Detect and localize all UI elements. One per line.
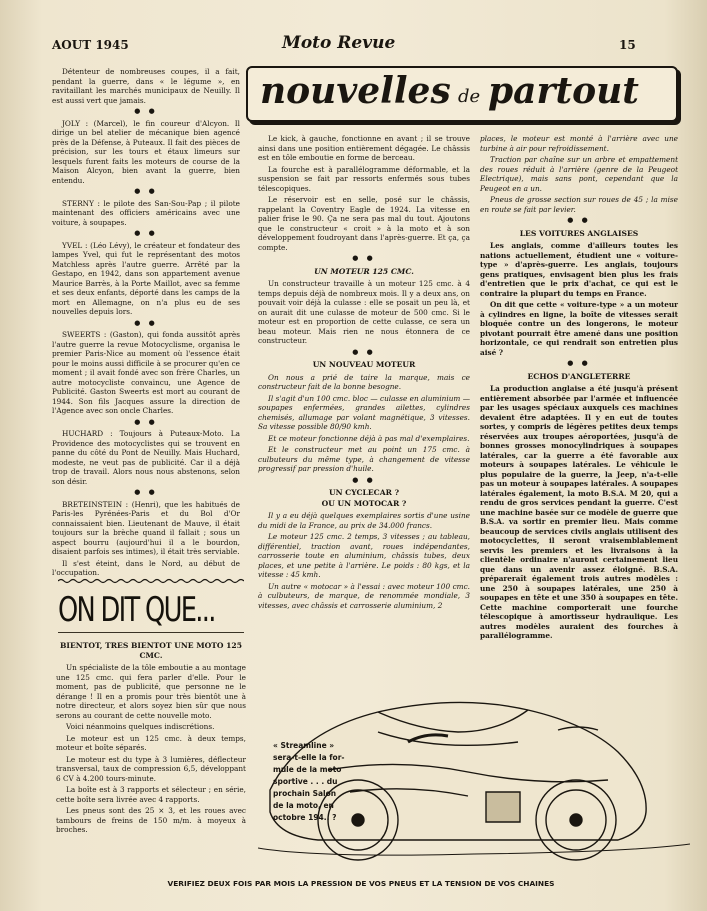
paragraph: Pneus de grosse section sur roues de 45 ; la mise en route se fait par levier. xyxy=(480,195,678,214)
paragraph: Il s'agit d'un 100 cmc. bloc — culasse en aluminium — soupapes enfermées, grandes ailettes, cylindres chemisés, allumage par volant magnétique, 3 vitesses. Sa vitesse possible 80/90 kmh. xyxy=(258,393,470,431)
column-cars xyxy=(480,134,678,643)
caption-line: de la moto, en xyxy=(273,801,334,810)
subheading: LES VOITURES ANGLAISES xyxy=(519,228,639,238)
paragraph: places, le moteur est monté à l'arrière avec une turbine à air pour refroidissement. xyxy=(480,134,678,153)
paragraph: Le kick, à gauche, fonctionne en avant ; il se trouve ainsi dans une position entièrement dégagée. Le châssis est en tôle emboutie en forme de berceau. xyxy=(258,134,470,162)
wavy-divider xyxy=(58,578,244,584)
paragraph: On nous a prié de taire la marque, mais ce constructeur fait de la bonne besogne. xyxy=(258,372,470,391)
separator: ● ● xyxy=(134,187,158,195)
paragraph: Le moteur 125 cmc. 2 temps, 3 vitesses ; au tableau, différentiel, traction avant, roues indépendantes, carrosserie toute en aluminium, châssis tubes, deux places, et une petite à l'arrière. Le poids : 80 kgs, et la vitesse : 45 kmh. xyxy=(258,532,470,579)
paragraph: HUCHARD : Toujours à Puteaux-Moto. La Providence des motocyclistes qui se trouvent en panne du côté du Pont de Neuilly. Mais Huchard, modeste, ne veut pas de publicité. Car il a déjà trop de travail. Alors nous nous abstenons, selon son désir. xyxy=(52,429,240,486)
paragraph: On dit que cette « voiture-type » a un moteur à cylindres en ligne, la boîte de vitesses serait bloquée contre un des longerons, le moteur pivotant pourrait être amené dans une position horizontale, ce qui rendrait son entretien plus aisé ? xyxy=(480,300,678,357)
separator: ● ● xyxy=(567,359,591,367)
paragraph: Le moteur est un 125 cmc. à deux temps, moteur et boîte séparés. xyxy=(56,733,246,752)
separator: ● ● xyxy=(134,229,158,237)
caption-line: « Streamline » xyxy=(273,741,335,750)
separator: ● ● xyxy=(134,417,158,426)
section-title-box xyxy=(246,66,678,122)
title-word-de: de xyxy=(458,86,481,107)
paragraph: Un autre « motocar » à l'essai : avec moteur 100 cmc. à culbuteurs, de marque, de renommée mondiale, 3 vitesses, avec châssis et carrosserie aluminium, 2 xyxy=(258,581,470,610)
paragraph: Un constructeur travaille à un moteur 125 cmc. à 4 temps depuis déjà de nombreux mois. Il y a deux ans, on pouvait voir déjà la culasse : elle se posait un peu là, et on aurait dit une culasse de moteur de 500 cmc. Si le moteur est en proportion de cette culasse, ce sera un beau moteur. Mais rien ne nous étonnera de ce constructeur. xyxy=(258,279,470,345)
separator: ● ● xyxy=(352,254,376,262)
paragraph: Les anglais, comme d'ailleurs toutes les nations actuellement, étudient une « voiture-type » d'après-guerre. Les anglais, toujours gens pratiques, envisagent bien plus les frais d'entretien que le prix d'achat, ce qui est le contraire la plupart du temps en France. xyxy=(480,241,678,298)
subheading: UN CYCLECAR ? xyxy=(328,488,400,497)
subheading: BIENTOT, TRES BIENTOT UNE MOTO 125 CMC. xyxy=(60,641,242,660)
separator: ● ● xyxy=(134,318,158,327)
subheading: ECHOS D'ANGLETERRE xyxy=(527,371,631,381)
subheading: OU UN MOTOCAR ? xyxy=(321,498,407,508)
column-on-dit-que xyxy=(56,638,246,837)
caption-line: sportive . . . du xyxy=(273,777,338,786)
heading-rule xyxy=(58,632,244,633)
paragraph: STERNY : le pilote des San-Sou-Pap ; il pilote maintenant des officiers américains avec une voiture, à soupapes. xyxy=(52,198,240,227)
paragraph: Et le constructeur met au point un 175 cmc. à culbuteurs du même type, à changement de vitesse progressif par pression d'huile. xyxy=(258,445,470,473)
paragraph: Il s'est éteint, dans le Nord, au début de l'occupation. xyxy=(52,558,240,577)
title-word-nouvelles: nouvelles xyxy=(260,70,451,112)
separator: ● ● xyxy=(134,107,158,115)
paragraph: YVEL : (Léo Lévy), le créateur et fondateur des lampes Yvel, qui fut le représentant des motos Matchless après l'autre guerre. Arrêté par la Gestapo, en 1942, dans son appartement avenue Maurice Barrès, à la Porte Maillot, avec sa femme et ses deux enfants, déporté dans les camps de la mort en Allemagne, on n'a plus eu de ses nouvelles depuis lors. xyxy=(52,240,240,316)
issue-date: AOUT 1945 xyxy=(52,38,129,52)
paragraph: Traction par chaîne sur un arbre et empattement des roues réduit à l'arrière (genre de la Peugeot Electrique), mais sans pont, cependant que la Peugeot en a un. xyxy=(480,155,678,193)
subheading: UN MOTEUR 125 CMC. xyxy=(314,266,414,276)
title-word-partout: partout xyxy=(488,70,639,112)
caption-line: sera-t-elle la for- xyxy=(273,753,345,762)
paragraph: Voici néanmoins quelques indiscrétions. xyxy=(66,722,215,731)
paragraph: Et ce moteur fonctionne déjà à pas mal d'exemplaires. xyxy=(268,433,470,443)
paragraph: Le réservoir est en selle, posé sur le châssis, rappelant la Coventry Eagle de 1924. La vitesse en palier frise le 90. Ça ne sera pas mal du tout. Ajoutons que le constructeur « croit » à la moto et à son développement foudroyant dans l'après-guerre. Et ça, ça compte. xyxy=(258,195,470,252)
paragraph: Les pneus sont des 25 × 3, et les roues avec tambours de freins de 150 m/m. à moyeux à broches. xyxy=(56,806,246,834)
caption-line: octobre 194.. ? xyxy=(273,813,337,822)
paragraph: La fourche est à parallélogramme déformable, et la suspension se fait par ressorts enfermés sous tubes télescopiques. xyxy=(258,164,470,193)
caption-line: prochain Salon xyxy=(273,789,337,798)
paragraph: Un spécialiste de la tôle emboutie a au montage une 125 cmc. qui fera parler d'elle. Pour le moment, pas de publicité, que personne ne le dérange ! Il en a promis pour très bientôt une à notre directeur, et alors soyez bien sûr que nous serons au courant de cette nouvelle moto. xyxy=(56,663,246,720)
illustration-caption xyxy=(273,740,363,824)
paragraph: Il y a eu déjà quelques exemplaires sortis d'une usine du midi de la France, au prix de 34.000 francs. xyxy=(258,511,470,530)
separator: ● ● xyxy=(567,216,591,224)
paragraph: La boîte est à 3 rapports et sélecteur ; en série, cette boîte sera livrée avec 4 rapports. xyxy=(56,785,246,804)
separator: ● ● xyxy=(134,488,158,496)
footer-slogan: VERIFIEZ DEUX FOIS PAR MOIS LA PRESSION DE VOS PNEUS ET LA TENSION DE VOS CHAINES xyxy=(167,879,555,888)
subheading: UN NOUVEAU MOTEUR xyxy=(312,360,416,369)
caption-line: mule de la moto xyxy=(273,765,342,774)
paragraph: Détenteur de nombreuses coupes, il a fait, pendant la guerre, dans « le légume », en ravitaillant les marchés municipaux de Neuilly. Il est aussi vert que jamais. xyxy=(52,67,240,105)
masthead: Moto Revue xyxy=(282,33,396,53)
paragraph: Le moteur est du type à 3 lumières, déflecteur transversal, taux de compression 6,5, développant 6 CV à 4.200 tours-minute. xyxy=(56,754,246,783)
column-engines xyxy=(258,134,470,612)
paragraph: La production anglaise a été jusqu'à présent entièrement absorbée par l'armée et influencée par les usages spéciaux auxquels ces machines devaient être adaptées. Il y en eut de toutes sortes, y compris de légères petites deux temps réservées aux troupes aéroportées, jusqu'à de bonnes grosses monocylindriques à soupapes latérales, car la guerre a été favorable aux moteurs à soupapes latérales. Le véhicule le plus populaire de la guerre, la Jeep, n'a-t-elle pas un moteur à soupapes latérales. A soupapes latérales également, la moto B.S.A. M 20, qui a rendu de gros services pendant la guerre. C'est une machine basée sur ce modèle de guerre que B.S.A. va sortir en premier lieu. Mais comme beaucoup de services civils anglais utilisent des motocyclettes, il seront vraisemblablement servis les premiers et les livraisons à la clientèle ordinaire n'auront certainement lieu que dans un avenir assez éloigné. B.S.A. prépareraît également trois autres modèles : une 250 à soupapes latérales, une 250 à soupapes en tête et une 350 à soupapes en tête. Cette machine comporterait une fourche télescopique à amortisseur hydraulique. Les autres modèles auraient des fourches à parallélogramme. xyxy=(480,384,678,640)
paragraph: SWEERTS : (Gaston), qui fonda aussitôt après l'autre guerre la revue Motocyclisme, organisa le premier Paris-Nice au moment où l'essence était pour le moins aussi difficile à se procurer qu'en ce moment ; il avait fondé avec son frère Charles, un autre motocycliste convaincu, une Agence de Publicité. Gaston Sweerts est mort au courant de 1944. Son fils Jacques assure la direction de l'Agence avec son oncle Charles. xyxy=(52,330,240,415)
page-number: 15 xyxy=(619,38,636,52)
paragraph: JOLY : (Marcel), le fin coureur d'Alcyon. Il dirige un bel atelier de mécanique bien agencé près de la Défense, à Puteaux. Il fait des pièces de précision, sur les tours et étaux limeurs sur lesquels furent faits les moteurs de course de la Maison Alcyon, bien avant la guerre, bien entendu. xyxy=(52,118,240,185)
on-dit-que-heading: ON DIT QUE... xyxy=(58,590,215,630)
column-obituaries xyxy=(52,67,240,580)
separator: ● ● xyxy=(352,475,376,484)
paragraph: BRETEINSTEIN : (Henri), que les habitués de Paris-les Pyrénées-Paris et du Bol d'Or connaissaient bien. Lieutenant de Mauve, il était toujours sur la brèche quand il fallait ; sous un aspect bourru (aujourd'hui il a le bourdon, disaient parfois ses intimes), il était très serviable. xyxy=(52,499,240,556)
separator: ● ● xyxy=(352,347,376,356)
